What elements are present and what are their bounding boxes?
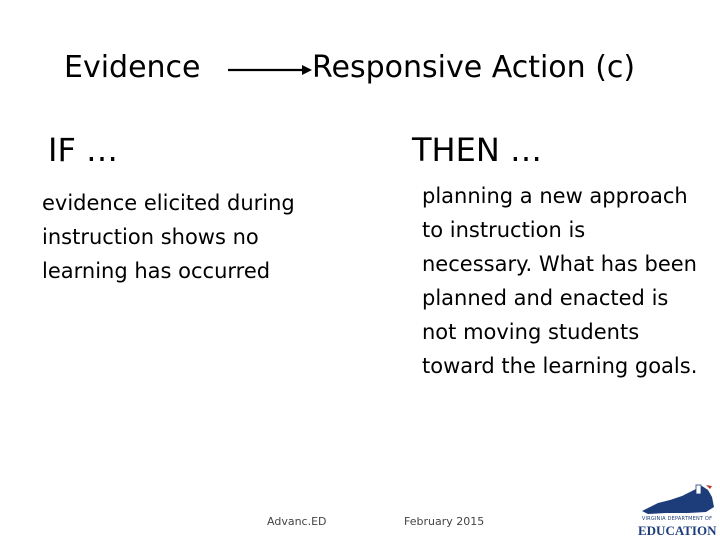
footer-organization: Advanc.ED	[267, 515, 327, 528]
then-heading: THEN …	[412, 131, 542, 169]
if-heading: IF …	[48, 131, 119, 169]
footer-date: February 2015	[404, 515, 485, 528]
logo-department-label: VIRGINIA DEPARTMENT OF	[641, 516, 713, 522]
right-arrow-icon	[228, 62, 312, 78]
title-left-label: Evidence	[64, 50, 201, 85]
then-body-text: planning a new approach to instruction is necessary. What has been planned and enacted is not moving students toward the learning goals.	[422, 184, 698, 378]
if-body-text: evidence elicited during instruction shows no learning has occurred	[42, 191, 295, 283]
logo-education-label: EDUCATION	[638, 523, 717, 538]
title-right-label: Responsive Action (c)	[312, 50, 636, 85]
